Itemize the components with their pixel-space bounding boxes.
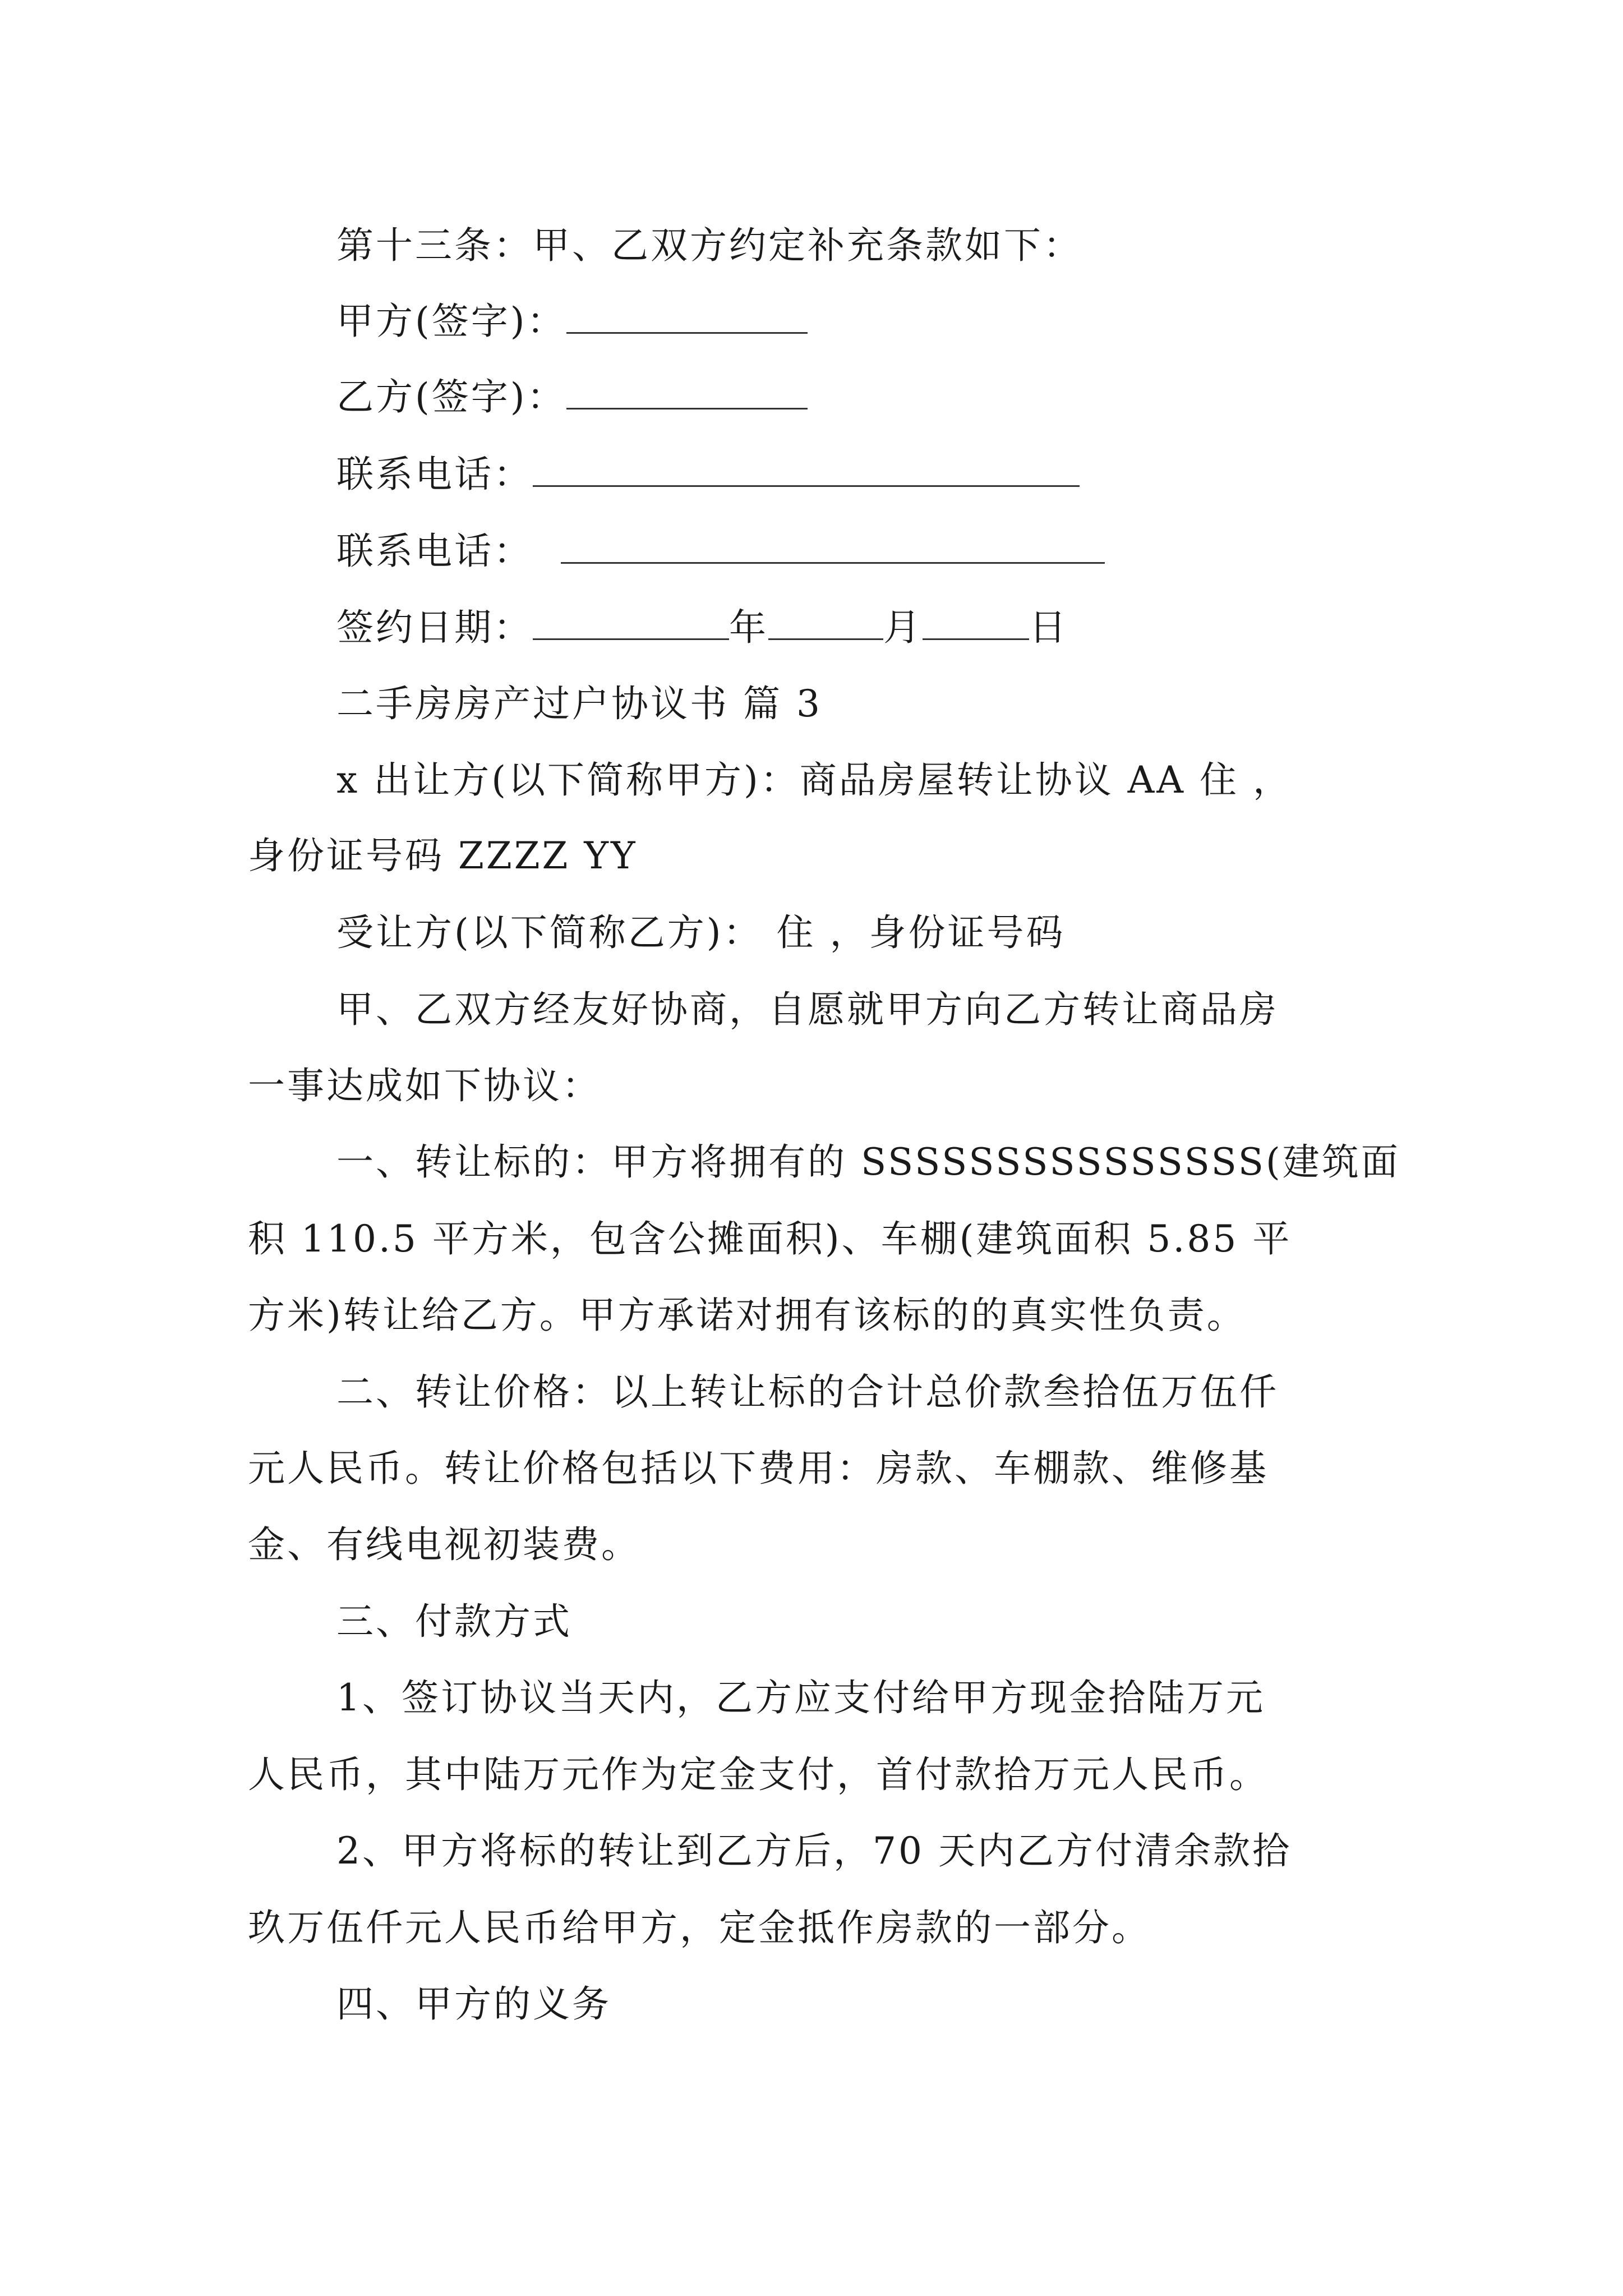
item3-title: 三、付款方式	[336, 1600, 572, 1643]
phone-label-2: 联系电话：	[336, 530, 533, 573]
signature-party-a-blank	[566, 303, 808, 334]
item1-line-2: 积 110.5 平方米，包含公摊面积)、车棚(建筑面积 5.85 平	[248, 1217, 1292, 1260]
transferee-line: 受让方(以下简称乙方)： 住 ，身份证号码	[336, 911, 1066, 954]
signing-date-label: 签约日期：	[336, 606, 533, 649]
date-year-blank	[533, 609, 729, 640]
intro-line-2: 一事达成如下协议：	[248, 1064, 601, 1107]
item1-line-1: 一、转让标的：甲方将拥有的 SSSSSSSSSSSSSSS(建筑面	[336, 1140, 1400, 1184]
item2-line-1: 二、转让价格：以上转让标的合计总价款叁拾伍万伍仟	[336, 1370, 1279, 1414]
item2-line-3: 金、有线电视初装费。	[248, 1523, 640, 1566]
item4-title: 四、甲方的义务	[336, 1982, 611, 2026]
signature-party-b-label: 乙方(签字)：	[336, 375, 566, 418]
item2-line-2: 元人民币。转让价格包括以下费用：房款、车棚款、维修基	[248, 1447, 1269, 1490]
signature-party-a-label: 甲方(签字)：	[336, 300, 566, 343]
phone-blank-2	[561, 533, 1105, 564]
date-month-blank	[768, 609, 883, 640]
phone-label-1: 联系电话：	[336, 453, 533, 496]
payment1-line-2: 人民币，其中陆万元作为定金支付，首付款拾万元人民币。	[248, 1753, 1269, 1796]
signing-date	[336, 606, 1068, 649]
date-year-label: 年	[729, 606, 768, 649]
transferor-line-2: 身份证号码 ZZZZ YY	[248, 834, 638, 877]
phone-blank-1	[533, 456, 1080, 487]
clause-13: 第十三条：甲、乙双方约定补充条款如下：	[336, 224, 1082, 267]
item1-line-3: 方米)转让给乙方。甲方承诺对拥有该标的的真实性负责。	[248, 1294, 1246, 1337]
signature-party-b	[336, 375, 808, 418]
payment1-line-1: 1、签订协议当天内，乙方应支付给甲方现金拾陆万元	[336, 1676, 1265, 1719]
phone-line-2	[336, 530, 1105, 573]
date-day-label: 日	[1029, 606, 1068, 649]
date-month-label: 月	[883, 606, 923, 649]
intro-line-1: 甲、乙双方经友好协商，自愿就甲方向乙方转让商品房	[336, 988, 1279, 1031]
payment2-line-2: 玖万伍仟元人民币给甲方，定金抵作房款的一部分。	[248, 1906, 1151, 1949]
phone-line-1	[336, 453, 1080, 496]
signature-party-a	[336, 300, 808, 343]
payment2-line-1: 2、甲方将标的转让到乙方后，70 天内乙方付清余款拾	[336, 1829, 1292, 1872]
transferor-line-1: x 出让方(以下简称甲方)：商品房屋转让协议 AA 住 ，	[336, 758, 1292, 802]
section-title: 二手房房产过户协议书 篇 3	[336, 682, 822, 725]
date-day-blank	[923, 609, 1029, 640]
signature-party-b-blank	[566, 379, 808, 409]
